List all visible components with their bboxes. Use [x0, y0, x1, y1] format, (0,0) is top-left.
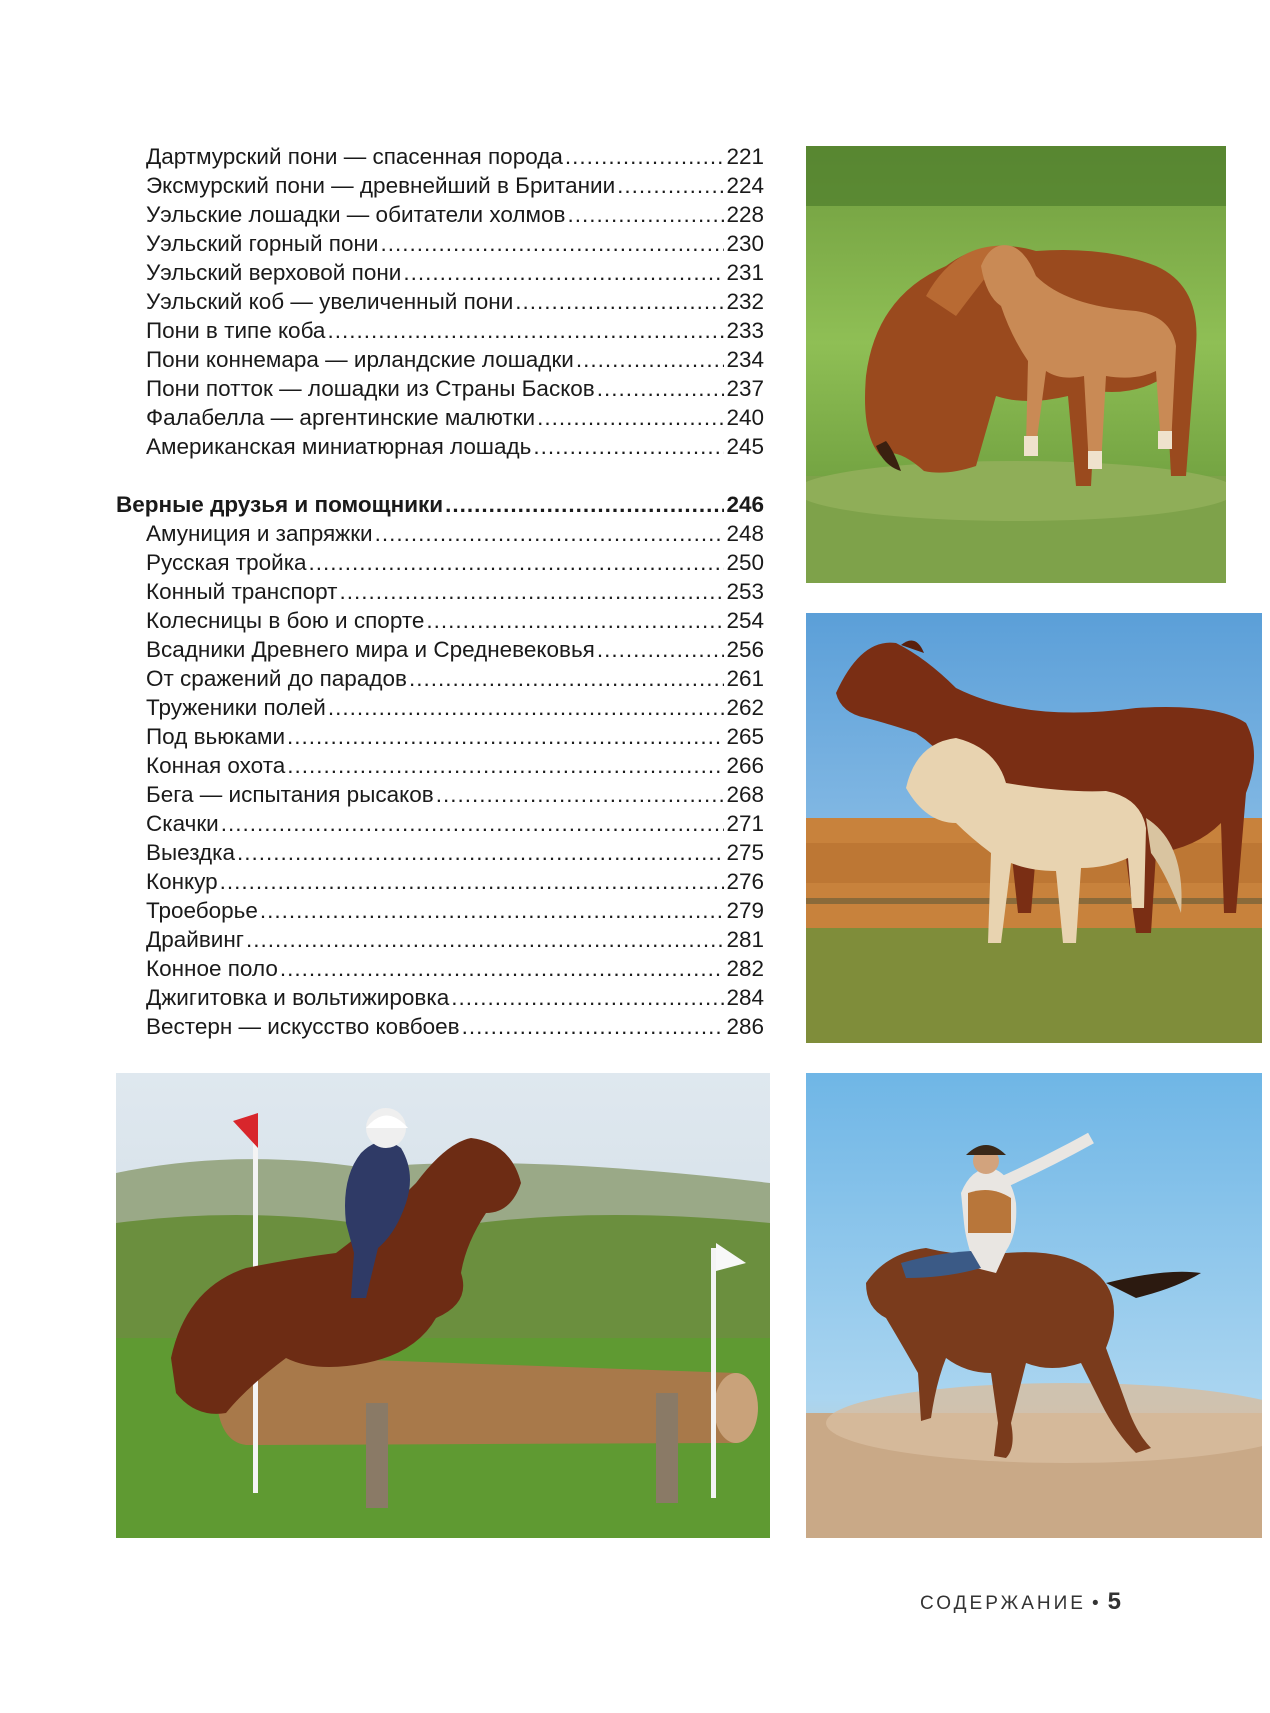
toc-entry[interactable]	[116, 345, 764, 374]
toc-entry-title: Американская миниатюрная лошадь	[146, 434, 532, 459]
toc-entry-page: 234	[726, 347, 764, 372]
toc-leader-dots	[221, 809, 725, 838]
photo-cross-country-jump	[116, 1073, 770, 1538]
toc-entry[interactable]	[116, 287, 764, 316]
toc-entry-title: Конный транспорт	[146, 579, 338, 604]
toc-leader-dots	[451, 983, 724, 1012]
toc-leader-dots	[287, 722, 724, 751]
photo-mare-and-foal	[806, 146, 1226, 583]
toc-entry-title: Пони коннемара — ирландские лошадки	[146, 347, 574, 372]
toc-entry-title: Амуниция и запряжки	[146, 521, 373, 546]
toc-leader-dots	[380, 229, 724, 258]
toc-entry[interactable]	[116, 722, 764, 751]
toc-entry-title: Скачки	[146, 811, 219, 836]
toc-entry-page: 231	[726, 260, 764, 285]
toc-leader-dots	[327, 316, 724, 345]
toc-entry-title: Русская тройка	[146, 550, 307, 575]
toc-entry-title: Уэльский горный пони	[146, 231, 379, 256]
toc-entry-title: Под вьюками	[146, 724, 286, 749]
page-footer	[920, 1588, 1121, 1616]
page-number: 5	[1107, 1588, 1121, 1615]
toc-leader-dots	[309, 548, 725, 577]
toc-entry-page: 284	[726, 985, 764, 1010]
toc-entry-page: 256	[726, 637, 764, 662]
toc-entry[interactable]	[116, 200, 764, 229]
toc-entry[interactable]	[116, 171, 764, 200]
toc-entry-title: Фалабелла — аргентинские малютки	[146, 405, 536, 430]
toc-section-title: Верные друзья и помощники	[116, 492, 444, 517]
toc-entry[interactable]	[116, 809, 764, 838]
toc-entry[interactable]	[116, 432, 764, 461]
toc-entry[interactable]	[116, 925, 764, 954]
toc-leader-dots	[597, 635, 725, 664]
toc-leader-dots	[340, 577, 725, 606]
toc-entry[interactable]	[116, 954, 764, 983]
toc-entry-page: 230	[726, 231, 764, 256]
toc-leader-dots	[617, 171, 724, 200]
toc-entry-page: 245	[726, 434, 764, 459]
toc-entry-page: 268	[726, 782, 764, 807]
toc-entry-page: 221	[726, 144, 764, 169]
toc-entry-title: Вестерн — искусство ковбоев	[146, 1014, 460, 1039]
toc-entry-page: 253	[726, 579, 764, 604]
toc-entry[interactable]	[116, 635, 764, 664]
toc-leader-dots	[597, 374, 725, 403]
toc-entry-title: Джигитовка и вольтижировка	[146, 985, 450, 1010]
toc-group-ponies	[116, 142, 764, 461]
footer-bullet: •	[1091, 1593, 1102, 1614]
table-of-contents	[116, 142, 764, 1041]
toc-entry-page: 275	[726, 840, 764, 865]
toc-leader-dots	[426, 606, 724, 635]
toc-entry[interactable]	[116, 606, 764, 635]
toc-entry-title: Труженики полей	[146, 695, 326, 720]
toc-entry-page: 281	[726, 927, 764, 952]
toc-entry-page: 266	[726, 753, 764, 778]
toc-entry[interactable]	[116, 577, 764, 606]
toc-leader-dots	[567, 200, 724, 229]
toc-spacer	[116, 461, 764, 490]
toc-entry-page: 233	[726, 318, 764, 343]
toc-leader-dots	[409, 664, 725, 693]
toc-entry-page: 224	[726, 173, 764, 198]
toc-entry[interactable]	[116, 983, 764, 1012]
toc-entry-title: Пони в типе коба	[146, 318, 326, 343]
toc-leader-dots	[533, 432, 724, 461]
toc-entry-page: 240	[726, 405, 764, 430]
photo-horses-running	[806, 613, 1262, 1043]
toc-entry-title: Колесницы в бою и спорте	[146, 608, 425, 633]
toc-entry-page: 254	[726, 608, 764, 633]
toc-leader-dots	[328, 693, 725, 722]
toc-entry[interactable]	[116, 693, 764, 722]
toc-entry-page: 262	[726, 695, 764, 720]
toc-entry-page: 261	[726, 666, 764, 691]
toc-entry-title: Конная охота	[146, 753, 286, 778]
photo-rodeo-bronc	[806, 1073, 1262, 1538]
toc-entry[interactable]	[116, 316, 764, 345]
toc-section-heading[interactable]	[116, 490, 764, 519]
toc-entry-page: 265	[726, 724, 764, 749]
toc-leader-dots	[260, 896, 725, 925]
toc-entry[interactable]	[116, 548, 764, 577]
toc-entry-title: Троеборье	[146, 898, 258, 923]
toc-entry[interactable]	[116, 751, 764, 780]
toc-entry-title: Уэльские лошадки — обитатели холмов	[146, 202, 566, 227]
toc-entry-title: Выездка	[146, 840, 236, 865]
toc-entry[interactable]	[116, 258, 764, 287]
toc-entry-title: Пони потток — лошадки из Страны Басков	[146, 376, 595, 401]
toc-entry-title: Уэльский коб — увеличенный пони	[146, 289, 514, 314]
toc-entry-title: Конкур	[146, 869, 218, 894]
toc-leader-dots	[565, 142, 725, 171]
toc-entry[interactable]	[116, 229, 764, 258]
toc-entry-page: 271	[726, 811, 764, 836]
toc-entry-page: 237	[726, 376, 764, 401]
toc-entry-title: Эксмурский пони — древнейший в Британии	[146, 173, 616, 198]
toc-entry-page: 250	[726, 550, 764, 575]
toc-entry-page: 276	[726, 869, 764, 894]
toc-entry-title: Конное поло	[146, 956, 278, 981]
toc-entry-page: 279	[726, 898, 764, 923]
toc-leader-dots	[436, 780, 725, 809]
toc-entry-title: Драйвинг	[146, 927, 244, 952]
toc-entry-page: 286	[726, 1014, 764, 1039]
toc-leader-dots	[287, 751, 724, 780]
toc-entry[interactable]	[116, 780, 764, 809]
toc-leader-dots	[375, 519, 725, 548]
footer-section-label: СОДЕРЖАНИЕ	[920, 1593, 1086, 1614]
toc-group-helpers	[116, 519, 764, 1041]
toc-entry[interactable]	[116, 664, 764, 693]
toc-leader-dots	[237, 838, 724, 867]
toc-leader-dots	[403, 258, 724, 287]
toc-leader-dots	[220, 867, 725, 896]
toc-leader-dots	[280, 954, 725, 983]
toc-leader-dots	[537, 403, 724, 432]
toc-leader-dots	[515, 287, 724, 316]
toc-leader-dots	[445, 490, 724, 519]
toc-leader-dots	[576, 345, 725, 374]
toc-entry[interactable]	[116, 142, 764, 171]
toc-section-page: 246	[726, 492, 764, 517]
toc-entry-page: 248	[726, 521, 764, 546]
toc-entry-page: 282	[726, 956, 764, 981]
toc-leader-dots	[246, 925, 724, 954]
toc-entry-title: Бега — испытания рысаков	[146, 782, 434, 807]
toc-entry[interactable]	[116, 867, 764, 896]
toc-entry[interactable]	[116, 403, 764, 432]
toc-entry-title: Всадники Древнего мира и Средневековья	[146, 637, 595, 662]
toc-entry-page: 228	[726, 202, 764, 227]
toc-entry-title: Уэльский верховой пони	[146, 260, 402, 285]
toc-entry-title: Дартмурский пони — спасенная порода	[146, 144, 563, 169]
toc-entry-title: От сражений до парадов	[146, 666, 407, 691]
toc-entry[interactable]	[116, 374, 764, 403]
toc-entry[interactable]	[116, 1012, 764, 1041]
toc-entry[interactable]	[116, 838, 764, 867]
toc-entry[interactable]	[116, 519, 764, 548]
toc-entry-page: 232	[726, 289, 764, 314]
toc-entry[interactable]	[116, 896, 764, 925]
toc-leader-dots	[462, 1012, 725, 1041]
